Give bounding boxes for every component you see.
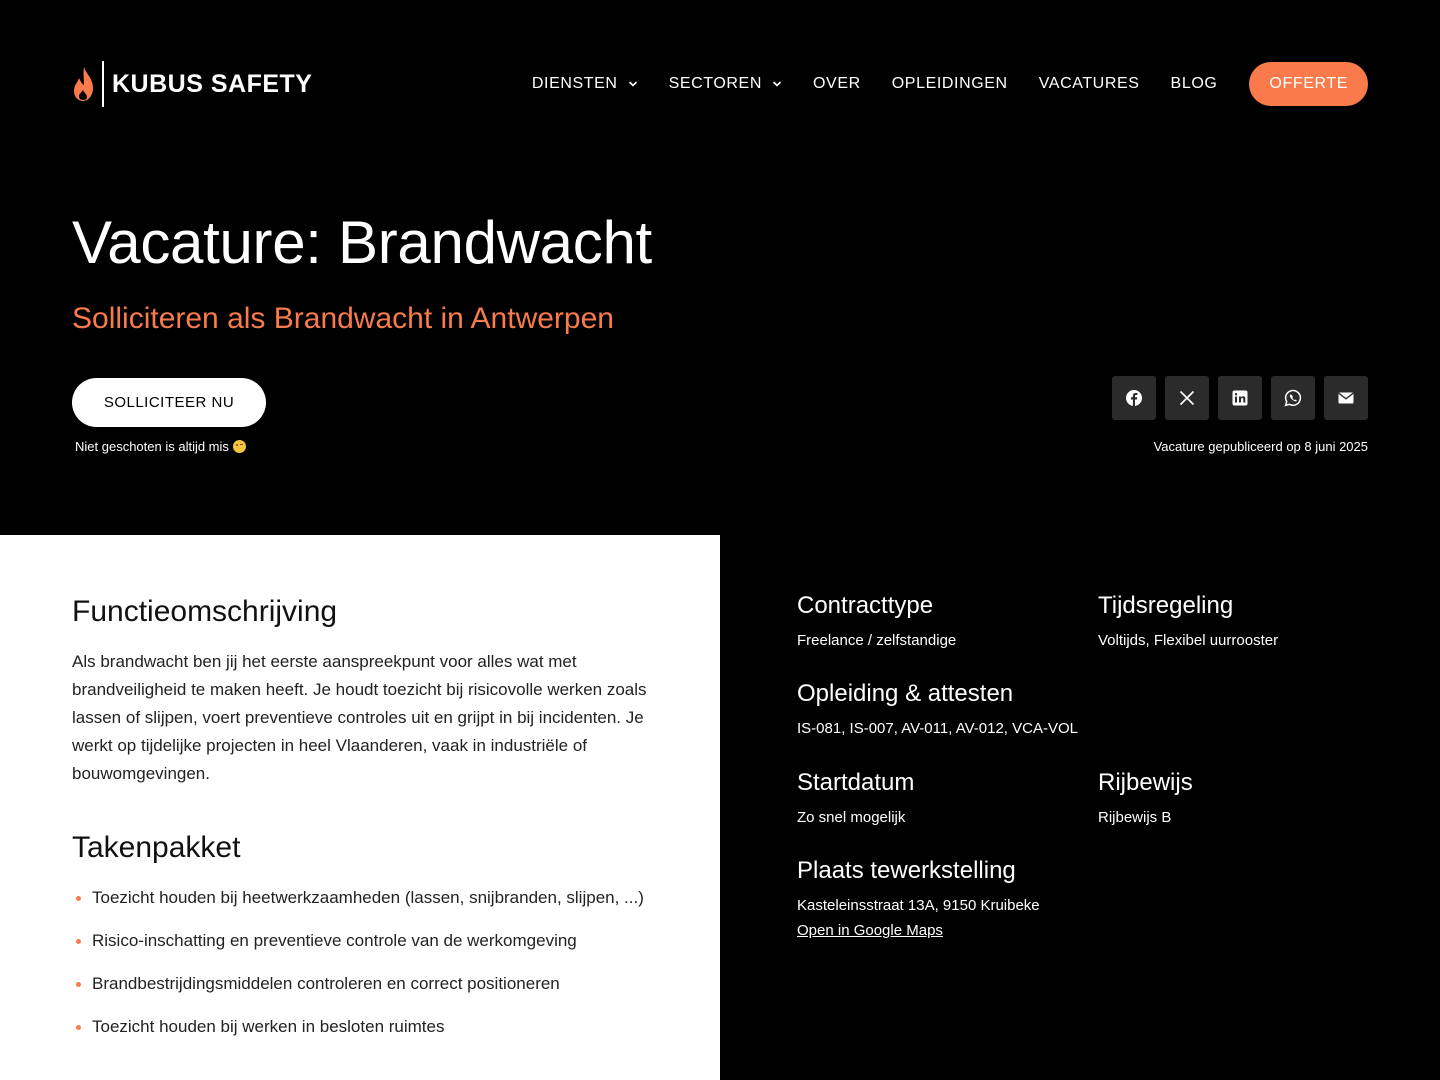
- training-value: IS-081, IS-007, AV-011, AV-012, VCA-VOL: [797, 720, 1078, 737]
- start-date-label: Startdatum: [797, 769, 915, 796]
- apply-note: [75, 439, 246, 454]
- page-subtitle: Solliciteren als Brandwacht in Antwerpen: [72, 302, 614, 335]
- share-email-button[interactable]: [1324, 376, 1368, 420]
- logo[interactable]: [72, 60, 312, 108]
- start-date-value: Zo snel mogelijk: [797, 809, 906, 826]
- wink-emoji-icon: [233, 440, 246, 453]
- site-header: [72, 60, 1368, 108]
- offerte-button[interactable]: OFFERTE: [1249, 62, 1368, 106]
- published-date: Vacature gepubliceerd op 8 juni 2025: [1153, 439, 1368, 454]
- facebook-icon: [1125, 389, 1143, 407]
- linkedin-icon: [1231, 389, 1249, 407]
- list-item: Risico-inschatting en preventieve controle van de werkomgeving: [76, 927, 656, 955]
- tasks-list: [76, 884, 656, 1056]
- main-nav: [501, 62, 1368, 106]
- chevron-down-icon: [628, 79, 638, 89]
- apply-note-text: Niet geschoten is altijd mis: [75, 439, 229, 454]
- share-whatsapp-button[interactable]: [1271, 376, 1315, 420]
- brand-name: KUBUS SAFETY: [112, 69, 313, 98]
- list-item: Brandbestrijdingsmiddelen controleren en correct positioneren: [76, 970, 656, 998]
- page-title: Vacature: Brandwacht: [72, 209, 652, 276]
- share-buttons: [1103, 376, 1368, 420]
- location-value: Kasteleinsstraat 13A, 9150 Kruibeke: [797, 897, 1040, 914]
- nav-item-label: DIENSTEN: [531, 75, 618, 92]
- nav-item-over[interactable]: [813, 75, 861, 93]
- x-icon: [1178, 389, 1196, 407]
- nav-item-label: OPLEIDINGEN: [891, 75, 1008, 92]
- contract-type-label: Contracttype: [797, 592, 934, 619]
- share-x-button[interactable]: [1165, 376, 1209, 420]
- email-icon: [1337, 389, 1355, 407]
- share-facebook-button[interactable]: [1112, 376, 1156, 420]
- training-label: Opleiding & attesten: [797, 680, 1014, 707]
- whatsapp-icon: [1284, 389, 1302, 407]
- tasks-heading: Takenpakket: [72, 831, 241, 864]
- logo-divider: [102, 61, 104, 107]
- nav-item-label: BLOG: [1170, 75, 1218, 92]
- google-maps-link[interactable]: Open in Google Maps: [797, 922, 943, 939]
- description-text: Als brandwacht ben jij het eerste aanspreekpunt voor alles wat met brandveiligheid te maken heeft. Je houdt toezicht bij risicovolle werken zoals lassen of slijpen, voert preventieve controles uit en grijpt in bij incidenten. Je werkt op tijdelijke projecten in heel Vlaanderen, vaak in industriële of bouwomgevingen.: [72, 652, 647, 783]
- flame-icon: [72, 66, 96, 102]
- schedule-value: Voltijds, Flexibel uurrooster: [1098, 632, 1279, 649]
- nav-item-label: SECTOREN: [668, 75, 762, 92]
- location-label: Plaats tewerkstelling: [797, 857, 1016, 884]
- share-linkedin-button[interactable]: [1218, 376, 1262, 420]
- license-value: Rijbewijs B: [1098, 809, 1172, 826]
- nav-item-label: VACATURES: [1038, 75, 1140, 92]
- nav-item-vacatures[interactable]: [1039, 75, 1140, 93]
- license-label: Rijbewijs: [1098, 769, 1193, 796]
- chevron-down-icon: [772, 79, 782, 89]
- nav-item-sectoren[interactable]: [669, 75, 782, 93]
- contract-type-value: Freelance / zelfstandige: [797, 632, 957, 649]
- schedule-label: Tijdsregeling: [1098, 592, 1234, 619]
- list-item: Toezicht houden bij heetwerkzaamheden (lassen, snijbranden, slijpen, ...): [76, 884, 656, 912]
- nav-item-diensten[interactable]: [532, 75, 638, 93]
- description-heading: Functieomschrijving: [72, 595, 338, 628]
- apply-button[interactable]: SOLLICITEER NU: [72, 378, 266, 427]
- nav-item-opleidingen[interactable]: [892, 75, 1008, 93]
- nav-item-blog[interactable]: [1171, 75, 1218, 93]
- list-item: Toezicht houden bij werken in besloten ruimtes: [76, 1013, 656, 1041]
- nav-item-label: OVER: [813, 75, 861, 92]
